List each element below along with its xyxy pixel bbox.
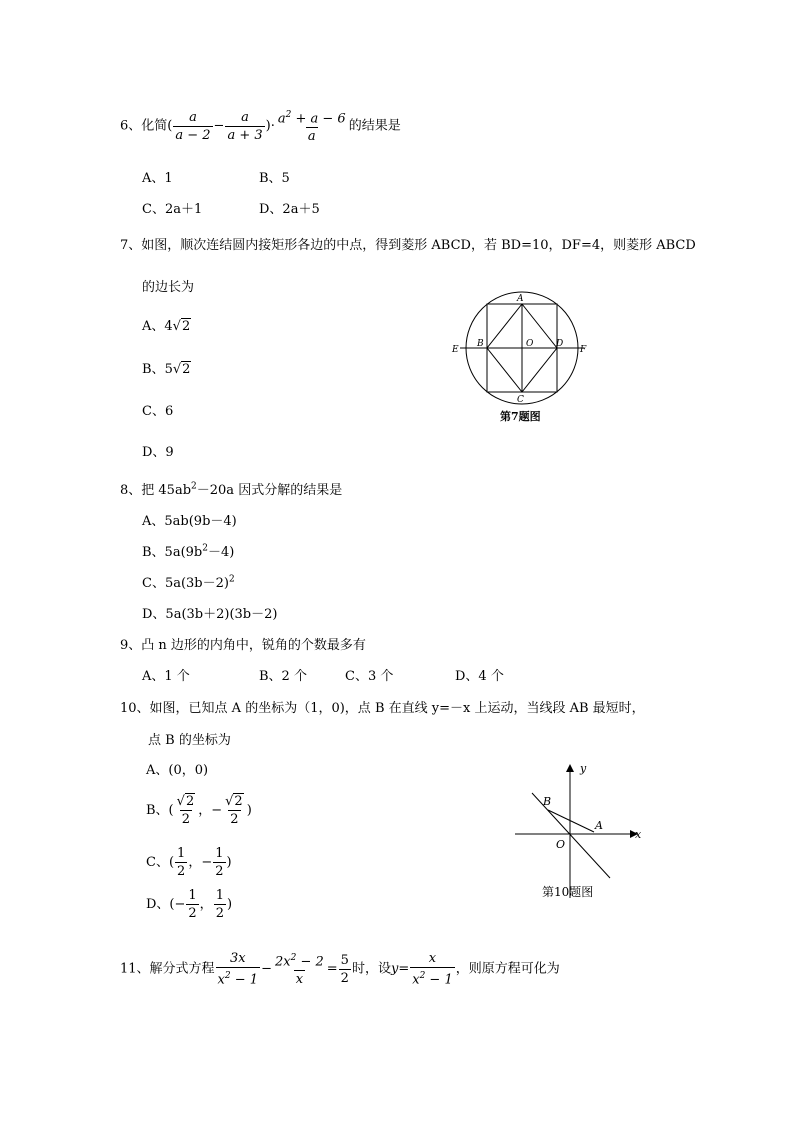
q11-line: 11、解分式方程 $\frac{3x}{x^2 - 1}$ − $\frac{2x^2 - 2}{x}$ = $\frac{5}{2}$ 时，设y= $\frac{x}{x^2 - 1}$ ，则原方程可化为 xyxy=(120,951,560,988)
q6-fraction-2: $\frac{a}{a + 3}$ xyxy=(227,109,263,143)
sqrt-symbol: √2 xyxy=(172,362,191,377)
q7-figure xyxy=(450,288,600,428)
q10-segment-ab xyxy=(548,810,594,832)
q6-option-b[interactable]: B、5 xyxy=(259,171,290,186)
q10-y-arrow xyxy=(566,764,574,772)
q7-label-a: A xyxy=(517,294,524,304)
q10-option-d[interactable]: D、(− $\frac{1}{2}$ ， $\frac{1}{2}$ ) xyxy=(146,888,233,921)
q9-option-c[interactable]: C、3 个 xyxy=(345,669,394,684)
q10-stem-line2: 点 B 的坐标为 xyxy=(148,733,231,748)
q7-option-b[interactable]: B、5√2 xyxy=(142,362,191,377)
q7-label-o: O xyxy=(526,339,534,349)
q9-option-a[interactable]: A、1 个 xyxy=(142,669,190,684)
q11-fraction-3: $\frac{5}{2}$ xyxy=(340,952,349,986)
q7-caption: 第7题图 xyxy=(500,410,541,423)
q10-label-a: A xyxy=(595,819,603,832)
q7-label-f: F xyxy=(580,345,587,355)
q6-line: 6、化简( $\frac{a}{a - 2}$ − $\frac{a}{a + 3}$ )· $\frac{a^2 + a - 6}{a}$ 的结果是 xyxy=(120,109,401,145)
q6-option-d[interactable]: D、2a＋5 xyxy=(259,202,320,217)
q6-option-c[interactable]: C、2a＋1 xyxy=(142,202,203,217)
q8-option-a[interactable]: A、5ab(9b－4) xyxy=(142,514,237,529)
q10-caption: 第10题图 xyxy=(542,885,594,899)
q10-figure xyxy=(510,758,655,903)
q6-number: 6、化简 xyxy=(120,118,168,134)
q10-option-b[interactable]: B、( $\frac{√2}{2}$ ，− $\frac{√2}{2}$ ) xyxy=(146,794,252,827)
q7-stem-line2: 的边长为 xyxy=(142,280,195,295)
q7-option-c[interactable]: C、6 xyxy=(142,404,174,419)
q6-fraction-1: $\frac{a}{a - 2}$ xyxy=(175,109,211,143)
q10-label-o: O xyxy=(556,838,566,851)
q10-option-a[interactable]: A、(0，0) xyxy=(146,763,209,778)
q7-label-b: B xyxy=(477,339,484,349)
q8-option-d[interactable]: D、5a(3b＋2)(3b－2) xyxy=(142,607,278,622)
q6-option-a[interactable]: A、1 xyxy=(142,171,173,186)
q7-stem-line1: 7、如图，顺次连结圆内接矩形各边的中点，得到菱形 ABCD，若 BD=10，DF=4，则菱形 ABCD xyxy=(120,238,696,253)
q10-label-x: x xyxy=(635,828,642,841)
q7-label-e: E xyxy=(452,345,459,355)
q6-tail: 的结果是 xyxy=(348,118,401,134)
q11-fraction-4: $\frac{x}{x^2 - 1}$ xyxy=(412,951,453,988)
q10-label-y: y xyxy=(580,762,587,775)
q10-option-c[interactable]: C、( $\frac{1}{2}$ ，− $\frac{1}{2}$ ) xyxy=(146,846,232,879)
q11-fraction-2: $\frac{2x^2 - 2}{x}$ xyxy=(274,953,324,988)
q9-option-b[interactable]: B、2 个 xyxy=(259,669,307,684)
q8-option-b[interactable]: B、$5a(9b^2-4)$ xyxy=(142,543,235,560)
q8-stem: 8、把 $45ab^2-20a$ 因式分解的结果是 xyxy=(120,481,343,498)
q6-fraction-3: $\frac{a^2 + a - 6}{a}$ xyxy=(277,110,346,145)
q10-label-b: B xyxy=(543,795,552,808)
q9-stem: 9、凸 n 边形的内角中，锐角的个数最多有 xyxy=(120,638,366,653)
q8-option-c[interactable]: C、$5a(3b-2)^2$ xyxy=(142,574,235,591)
q7-option-d[interactable]: D、9 xyxy=(142,445,174,460)
q11-fraction-1: $\frac{3x}{x^2 - 1}$ xyxy=(217,951,259,988)
q7-label-d: D xyxy=(556,339,564,349)
q7-option-a[interactable]: A、4√2 xyxy=(142,319,191,334)
q10-stem-line1: 10、如图，已知点 A 的坐标为（1，0)，点 B 在直线 y=－x 上运动，当线段 AB 最短时， xyxy=(120,701,645,716)
q9-option-d[interactable]: D、4 个 xyxy=(455,669,504,684)
q7-label-c: C xyxy=(517,395,524,405)
sqrt-symbol: √2 xyxy=(172,319,191,334)
